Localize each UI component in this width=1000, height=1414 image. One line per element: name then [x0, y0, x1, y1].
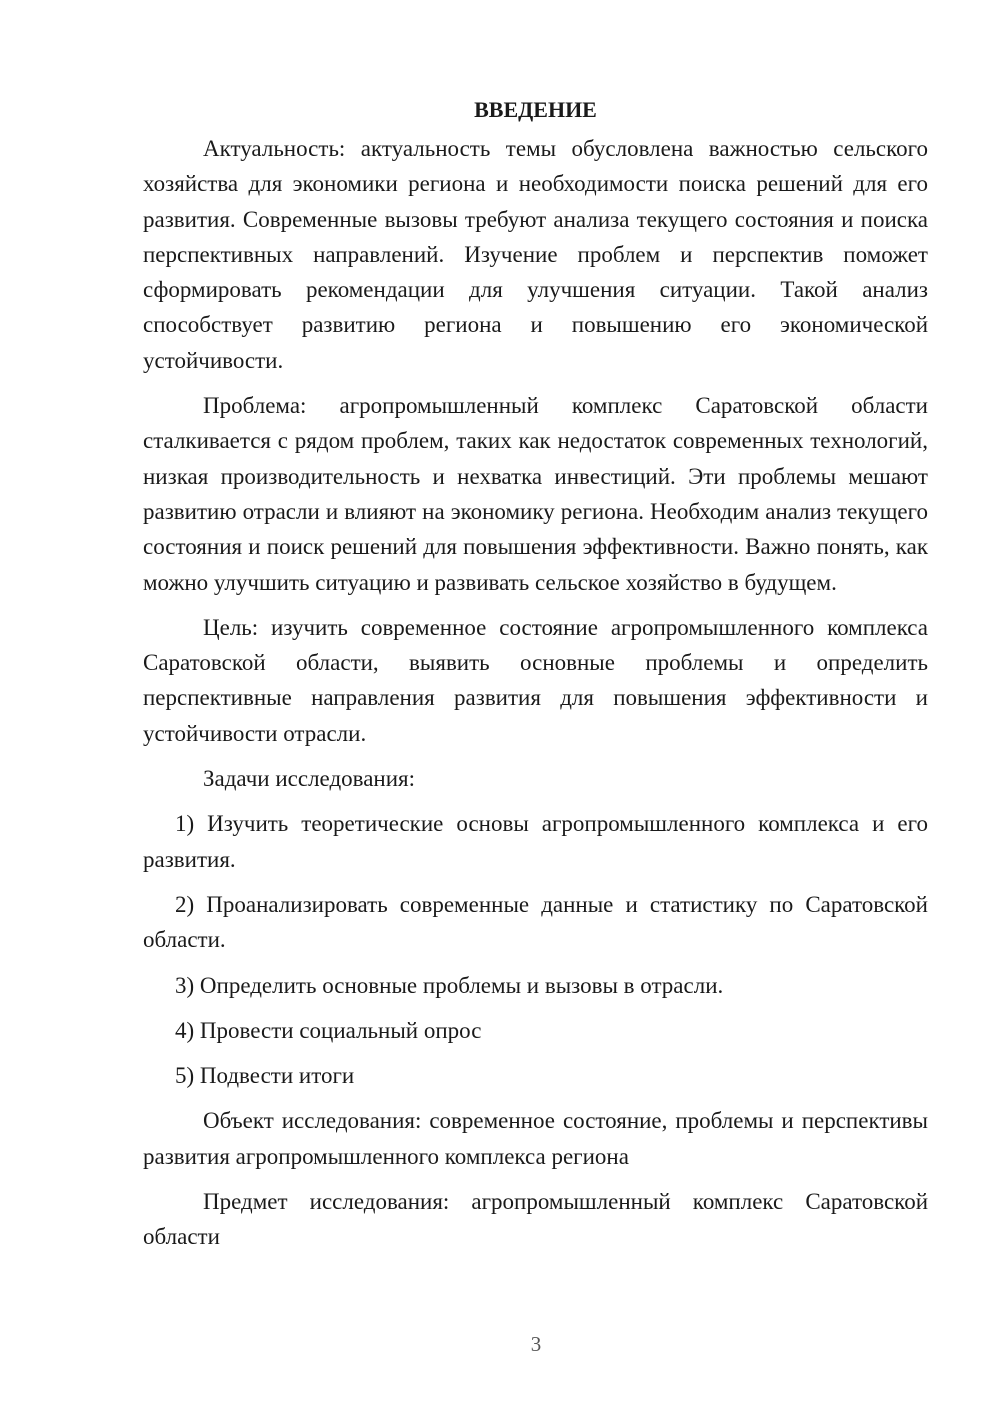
tasks-heading: Задачи исследования:: [203, 766, 416, 792]
subject-paragraph: Предмет исследования: агропромышленный комплекс Саратовской области: [143, 1189, 928, 1250]
object-paragraph: Объект исследования: современное состояние, проблемы и перспективы развития агропромышленного комплекса региона: [143, 1108, 928, 1169]
problem-paragraph: Проблема: агропромышленный комплекс Саратовской области сталкивается с рядом проблем, таких как недостаток современных технологий, низкая производительность и нехватка инвестиций. Эти проблемы мешают развитию отрасли и влияют на экономику региона. Необходим анализ текущего состояния и поиск решений для повышения эффективности. Важно понять, как можно улучшить ситуацию и развивать сельское хозяйство в будущем.: [143, 393, 928, 595]
task-item-4: 4) Провести социальный опрос: [175, 1017, 482, 1043]
relevance-paragraph: Актуальность: актуальность темы обусловлена важностью сельского хозяйства для экономики региона и необходимости поиска решений для его развития. Современные вызовы требуют анализа текущего состояния и поиска перспективных направлений. Изучение проблем и перспектив поможет сформировать рекомендации для улучшения ситуации. Такой анализ способствует развитию региона и повышению его экономической устойчивости.: [143, 136, 928, 373]
task-item-3: 3) Определить основные проблемы и вызовы в отрасли.: [175, 972, 724, 998]
task-item-1: 1) Изучить теоретические основы агропромышленного комплекса и его развития.: [143, 811, 928, 872]
page-number: 3: [530, 1332, 542, 1356]
page-title: ВВЕДЕНИЕ: [474, 97, 597, 122]
page-body: [143, 92, 928, 1265]
goal-paragraph: Цель: изучить современное состояние агропромышленного комплекса Саратовской области, выявить основные проблемы и определить перспективные направления развития для повышения эффективности и устойчивости отрасли.: [143, 614, 928, 746]
task-item-2: 2) Проанализировать современные данные и статистику по Саратовской области.: [143, 891, 928, 953]
task-item-5: 5) Подвести итоги: [175, 1063, 355, 1089]
